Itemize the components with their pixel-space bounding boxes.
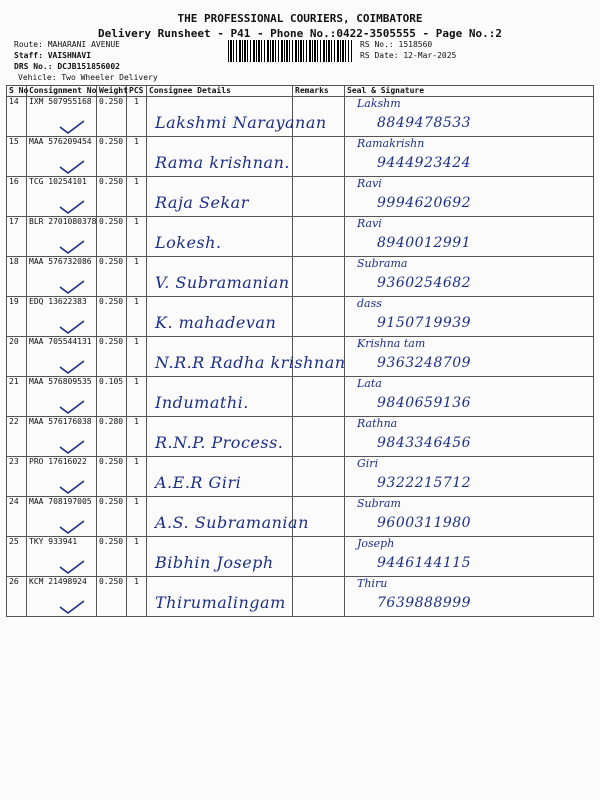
signature-scrawl: Ramakrishn: [357, 137, 425, 150]
cell-weight: 0.250: [97, 137, 127, 177]
consignee-name: N.R.R Radha krishnan: [155, 353, 346, 372]
check-mark-icon: [59, 480, 85, 494]
col-header-remarks: Remarks: [293, 86, 345, 97]
table-row: [7, 417, 594, 457]
cell-consignee: [147, 377, 293, 417]
table-row: [7, 297, 594, 337]
check-mark-icon: [59, 280, 85, 294]
cell-pcs: 1: [127, 417, 147, 457]
cell-pcs: 1: [127, 457, 147, 497]
cell-remarks: [293, 537, 345, 577]
check-mark-icon: [59, 520, 85, 534]
check-mark-icon: [59, 200, 85, 214]
consignee-name: Thirumalingam: [155, 593, 286, 612]
cell-consignee: [147, 337, 346, 377]
route-label: Route: MAHARANI AVENUE: [14, 40, 120, 49]
cell-sno: 24: [7, 497, 27, 537]
cell-sno: 16: [7, 177, 27, 217]
consignee-name: Bibhin Joseph: [155, 553, 274, 572]
check-mark-icon: [59, 160, 85, 174]
consignment-no: IXM 507955168: [29, 97, 92, 106]
check-mark-icon: [59, 240, 85, 254]
signature-scrawl: Krishna tam: [357, 337, 426, 350]
consignee-name: A.E.R Giri: [155, 473, 242, 492]
table-row: [7, 337, 594, 377]
signature-phone: 9444923424: [377, 155, 472, 171]
cell-weight: 0.250: [97, 177, 127, 217]
table-row: [7, 217, 594, 257]
signature-phone: 9843346456: [377, 435, 472, 451]
signature-scrawl: Ravi: [357, 177, 382, 190]
signature-phone: 9840659136: [377, 395, 472, 411]
cell-consignment-no: [27, 257, 97, 297]
signature-phone: 9150719939: [377, 315, 472, 331]
cell-remarks: [293, 257, 345, 297]
cell-remarks: [293, 137, 345, 177]
signature-phone: 7639888999: [377, 595, 472, 611]
consignee-name: R.N.P. Process.: [155, 433, 284, 452]
cell-sno: 21: [7, 377, 27, 417]
cell-signature: [345, 457, 594, 497]
cell-pcs: 1: [127, 577, 147, 617]
cell-consignee: [147, 217, 293, 257]
cell-pcs: 1: [127, 297, 147, 337]
consignment-no: MAA 576209454: [29, 137, 92, 146]
cell-consignee: [147, 417, 293, 457]
cell-signature: [345, 577, 594, 617]
consignment-no: MAA 576809535: [29, 377, 92, 386]
cell-signature: [345, 297, 594, 337]
cell-remarks: [293, 457, 345, 497]
cell-consignment-no: [27, 97, 97, 137]
cell-consignment-no: [27, 577, 97, 617]
cell-signature: [345, 537, 594, 577]
check-mark-icon: [59, 440, 85, 454]
table-row: [7, 497, 594, 537]
check-mark-icon: [59, 560, 85, 574]
table-row: [7, 97, 594, 137]
table-header-row: [7, 86, 594, 97]
cell-consignee: [147, 497, 309, 537]
check-mark-icon: [59, 600, 85, 614]
cell-pcs: 1: [127, 497, 147, 537]
cell-signature: [345, 497, 594, 537]
signature-scrawl: Subrama: [357, 257, 408, 270]
cell-consignment-no: [27, 177, 97, 217]
signature-phone: 8849478533: [377, 115, 472, 131]
consignee-name: K. mahadevan: [155, 313, 277, 332]
cell-consignment-no: [27, 137, 97, 177]
signature-phone: 9360254682: [377, 275, 472, 291]
cell-weight: 0.105: [97, 377, 127, 417]
cell-weight: 0.250: [97, 217, 127, 257]
cell-consignment-no: [27, 217, 97, 257]
table-row: [7, 577, 594, 617]
cell-consignment-no: [27, 377, 97, 417]
cell-remarks: [293, 297, 345, 337]
staff-label: Staff: VAISHNAVI: [14, 51, 92, 60]
cell-consignment-no: [27, 537, 97, 577]
consignee-name: A.S. Subramanian: [155, 513, 309, 532]
cell-sno: 22: [7, 417, 27, 457]
consignment-no: MAA 705544131: [29, 337, 92, 346]
col-header-signature: Seal & Signature: [345, 86, 594, 97]
consignment-no: MAA 576732086: [29, 257, 92, 266]
cell-sno: 15: [7, 137, 27, 177]
cell-sno: 26: [7, 577, 27, 617]
cell-consignee: [147, 97, 327, 137]
signature-phone: 8940012991: [377, 235, 472, 251]
runsheet-table: [6, 85, 594, 617]
signature-phone: 9322215712: [377, 475, 472, 491]
cell-remarks: [293, 417, 345, 457]
cell-consignee: [147, 137, 293, 177]
cell-consignee: [147, 257, 293, 297]
cell-consignment-no: [27, 417, 97, 457]
table-row: [7, 377, 594, 417]
consignment-no: KCM 21498924: [29, 577, 87, 586]
check-mark-icon: [59, 320, 85, 334]
cell-weight: 0.250: [97, 457, 127, 497]
cell-weight: 0.250: [97, 497, 127, 537]
cell-pcs: 1: [127, 97, 147, 137]
cell-weight: 0.250: [97, 297, 127, 337]
cell-sno: 25: [7, 537, 27, 577]
cell-weight: 0.250: [97, 257, 127, 297]
signature-scrawl: Joseph: [357, 537, 395, 550]
cell-signature: [345, 97, 594, 137]
cell-consignee: [147, 297, 293, 337]
consignment-no: TCG 10254101: [29, 177, 87, 186]
consignee-name: V. Subramanian: [155, 273, 290, 292]
signature-scrawl: Giri: [357, 457, 379, 470]
cell-pcs: 1: [127, 177, 147, 217]
col-header-consignee: Consignee Details: [147, 86, 293, 97]
consignee-name: Lokesh.: [155, 233, 222, 252]
cell-sno: 20: [7, 337, 27, 377]
check-mark-icon: [59, 400, 85, 414]
col-header-pcs: PCS: [127, 86, 147, 97]
cell-sno: 14: [7, 97, 27, 137]
drs-number: DRS No.: DCJB151856002: [14, 62, 120, 71]
cell-weight: 0.250: [97, 97, 127, 137]
table-row: [7, 257, 594, 297]
signature-scrawl: Rathna: [357, 417, 398, 430]
check-mark-icon: [59, 120, 85, 134]
cell-remarks: [293, 177, 345, 217]
consignment-no: MAA 708197005: [29, 497, 92, 506]
col-header-weight: Weight: [97, 86, 127, 97]
cell-pcs: 1: [127, 137, 147, 177]
cell-weight: 0.280: [97, 417, 127, 457]
signature-scrawl: Lakshm: [357, 97, 401, 110]
cell-consignment-no: [27, 297, 97, 337]
cell-remarks: [293, 577, 345, 617]
cell-pcs: 1: [127, 257, 147, 297]
consignee-name: Lakshmi Narayanan: [155, 113, 327, 132]
cell-pcs: 1: [127, 377, 147, 417]
barcode-image: [228, 40, 352, 62]
cell-signature: [345, 137, 594, 177]
cell-weight: 0.250: [97, 337, 127, 377]
cell-signature: [345, 417, 594, 457]
col-header-sno: S No: [7, 86, 27, 97]
cell-signature: [345, 337, 594, 377]
consignment-no: MAA 576176038: [29, 417, 92, 426]
cell-remarks: [293, 217, 345, 257]
table-row: [7, 537, 594, 577]
consignment-no: PRO 17616022: [29, 457, 87, 466]
consignment-no: EDQ 13622383: [29, 297, 87, 306]
cell-consignee: [147, 537, 293, 577]
consignee-name: Indumathi.: [155, 393, 249, 412]
vehicle-label: Vehicle: Two Wheeler Delivery: [18, 73, 158, 82]
consignment-no: BLR 2701080378: [29, 217, 97, 226]
consignee-name: Rama krishnan.: [155, 153, 290, 172]
cell-signature: [345, 257, 594, 297]
signature-phone: 9600311980: [377, 515, 472, 531]
cell-sno: 23: [7, 457, 27, 497]
cell-remarks: [293, 377, 345, 417]
cell-consignment-no: [27, 497, 97, 537]
signature-phone: 9363248709: [377, 355, 472, 371]
cell-consignee: [147, 577, 293, 617]
company-title: THE PROFESSIONAL COURIERS, COIMBATORE: [177, 12, 423, 25]
signature-phone: 9446144115: [377, 555, 472, 571]
rs-date: RS Date: 12-Mar-2025: [360, 51, 457, 60]
cell-weight: 0.250: [97, 577, 127, 617]
cell-consignee: [147, 457, 293, 497]
cell-sno: 17: [7, 217, 27, 257]
signature-scrawl: Ravi: [357, 217, 382, 230]
cell-pcs: 1: [127, 337, 147, 377]
cell-consignment-no: [27, 337, 97, 377]
col-header-consignment-no: Consignment No: [27, 86, 97, 97]
table-row: [7, 457, 594, 497]
signature-scrawl: Subram: [357, 497, 401, 510]
cell-signature: [345, 377, 594, 417]
signature-scrawl: Lata: [357, 377, 382, 390]
cell-sno: 19: [7, 297, 27, 337]
table-row: [7, 137, 594, 177]
signature-scrawl: dass: [357, 297, 382, 310]
rs-number: RS No.: 1518560: [360, 40, 433, 49]
cell-signature: [345, 177, 594, 217]
cell-weight: 0.250: [97, 537, 127, 577]
consignment-no: TKY 933941: [29, 537, 78, 546]
consignee-name: Raja Sekar: [155, 193, 249, 212]
cell-consignment-no: [27, 457, 97, 497]
cell-consignee: [147, 177, 293, 217]
check-mark-icon: [59, 360, 85, 374]
cell-pcs: 1: [127, 217, 147, 257]
signature-phone: 9994620692: [377, 195, 472, 211]
signature-scrawl: Thiru: [357, 577, 388, 590]
cell-pcs: 1: [127, 537, 147, 577]
cell-sno: 18: [7, 257, 27, 297]
runsheet-title: Delivery Runsheet - P41 - Phone No.:0422-3505555 - Page No.:2: [98, 27, 502, 40]
table-row: [7, 177, 594, 217]
cell-signature: [345, 217, 594, 257]
